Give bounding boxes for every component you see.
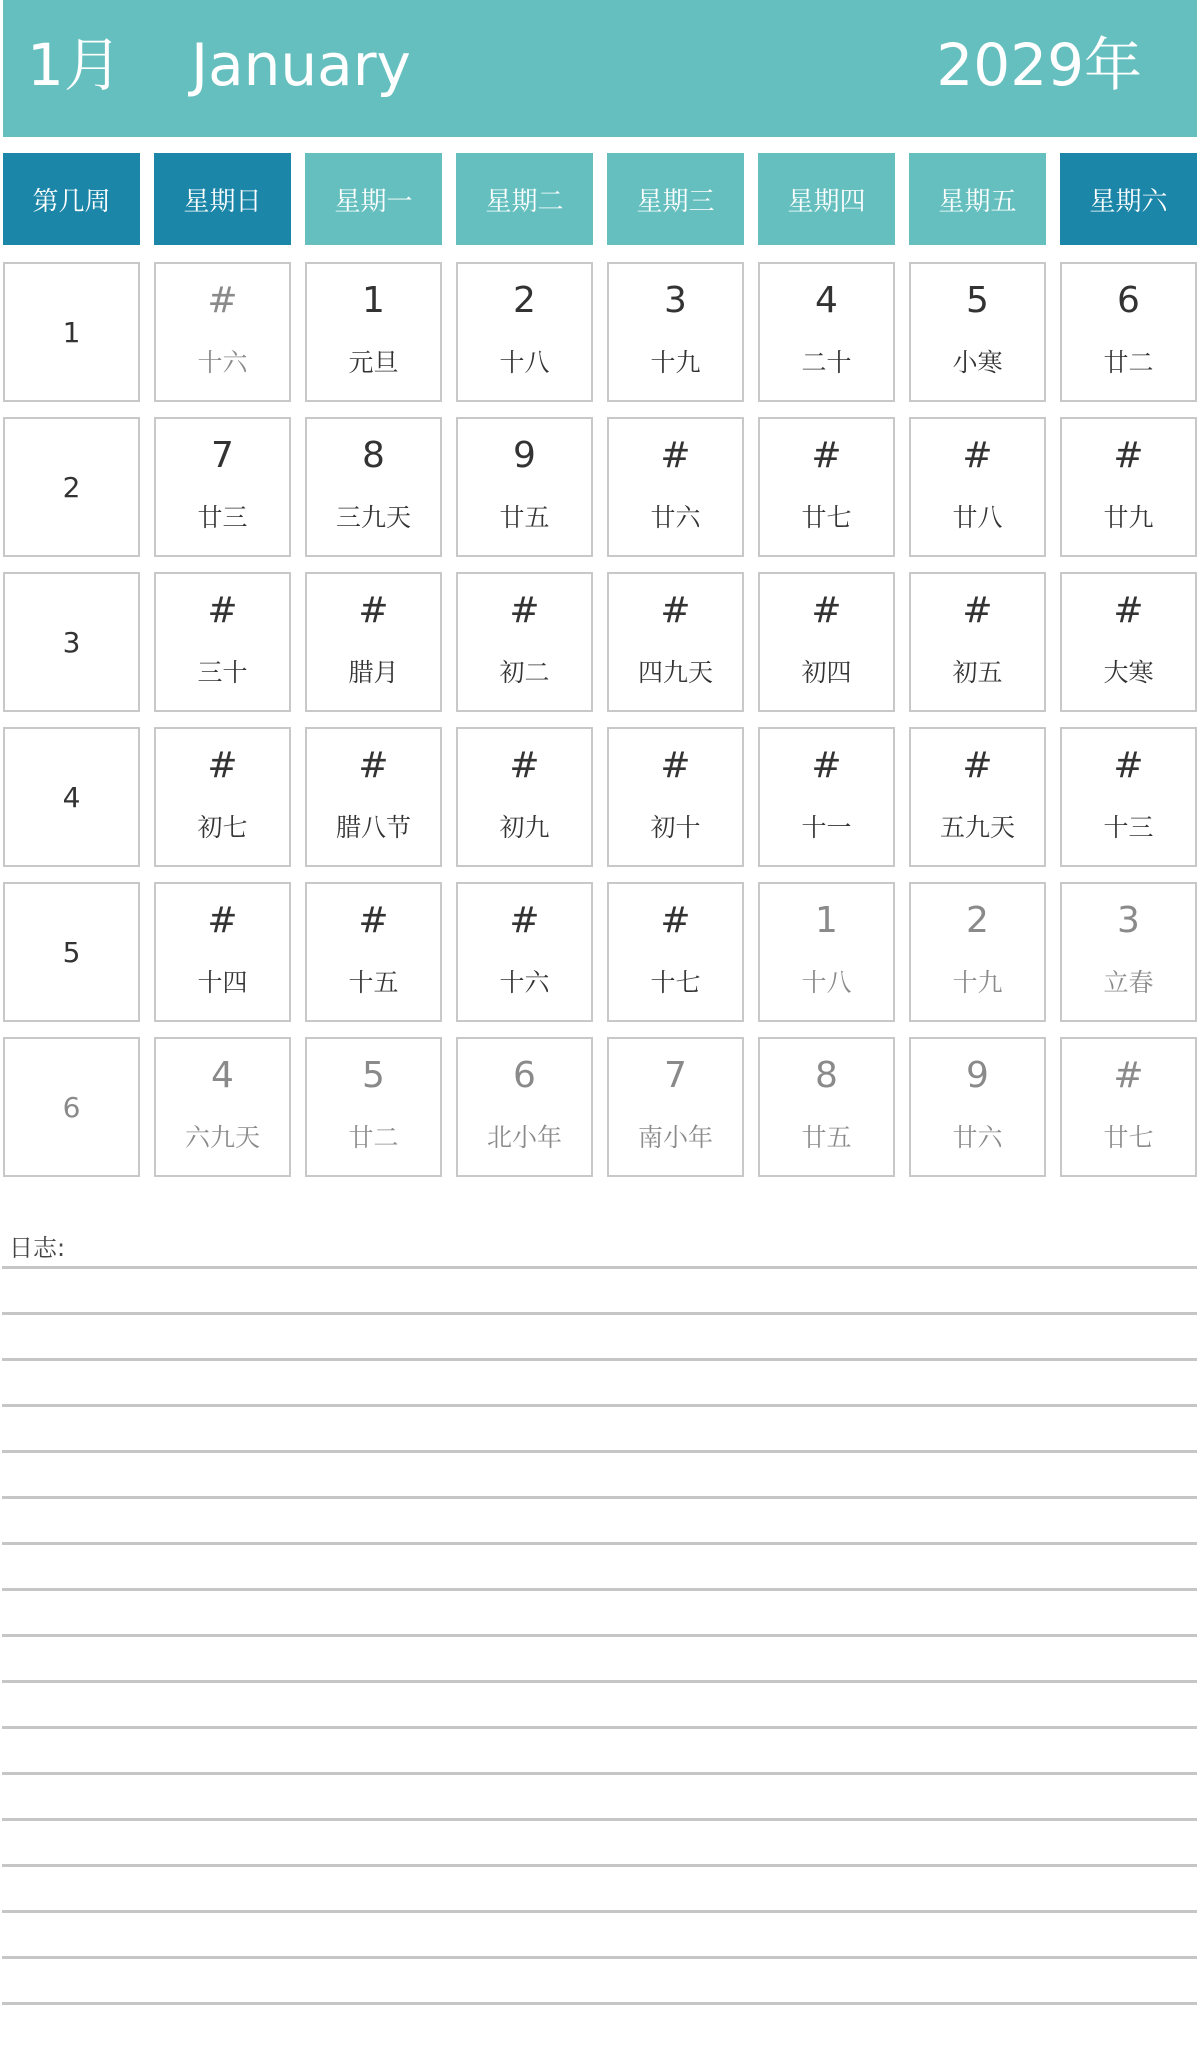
log-line: [2, 1772, 1197, 1775]
lunar-date: 十九: [650, 348, 701, 377]
lunar-date: 十五: [348, 968, 399, 997]
day-cell[interactable]: [305, 262, 442, 402]
day-cell[interactable]: [305, 1037, 442, 1177]
day-cell[interactable]: [1060, 727, 1197, 867]
day-number: #: [660, 590, 691, 631]
day-cell[interactable]: [154, 1037, 291, 1177]
day-cell[interactable]: [758, 262, 895, 402]
lunar-date: 廿三: [197, 503, 248, 532]
day-number: 1: [362, 280, 385, 321]
day-cell[interactable]: [607, 727, 744, 867]
lunar-date: 十八: [801, 968, 852, 997]
week-number-cell: 4: [3, 727, 140, 867]
lunar-date: 十九: [952, 968, 1003, 997]
day-number: 6: [513, 1055, 536, 1096]
day-number: #: [509, 590, 540, 631]
lunar-date: 廿五: [499, 503, 550, 532]
day-cell[interactable]: [607, 417, 744, 557]
weekday-header: 星期四: [758, 153, 895, 245]
day-number: #: [509, 745, 540, 786]
day-number: 8: [362, 435, 385, 476]
day-number: #: [962, 435, 993, 476]
log-line: [2, 1450, 1197, 1453]
weekday-header: 星期三: [607, 153, 744, 245]
day-cell[interactable]: [758, 572, 895, 712]
log-line: [2, 1910, 1197, 1913]
log-line: [2, 1726, 1197, 1729]
lunar-date: 五九天: [939, 813, 1015, 842]
day-cell[interactable]: [456, 417, 593, 557]
week-number-header: 第几周: [3, 153, 140, 245]
day-cell[interactable]: [456, 882, 593, 1022]
day-cell[interactable]: [607, 882, 744, 1022]
day-number: 2: [513, 280, 536, 321]
lunar-date: 初二: [499, 658, 550, 687]
day-cell[interactable]: [456, 572, 593, 712]
lunar-date: 腊月: [348, 658, 399, 687]
log-line: [2, 1266, 1197, 1269]
day-number: #: [660, 900, 691, 941]
lunar-date: 十七: [650, 968, 701, 997]
day-number: 5: [966, 280, 989, 321]
day-number: #: [1113, 435, 1144, 476]
lunar-date: 十八: [499, 348, 550, 377]
lunar-date: 廿六: [650, 503, 701, 532]
day-cell[interactable]: [154, 262, 291, 402]
lunar-date: 廿八: [952, 503, 1003, 532]
day-cell[interactable]: [456, 1037, 593, 1177]
week-number-cell: 6: [3, 1037, 140, 1177]
lunar-date: 廿七: [801, 503, 852, 532]
day-cell[interactable]: [758, 417, 895, 557]
week-number-cell: 1: [3, 262, 140, 402]
day-number: 5: [362, 1055, 385, 1096]
day-number: #: [509, 900, 540, 941]
weekday-header: 星期一: [305, 153, 442, 245]
lunar-date: 立春: [1103, 968, 1154, 997]
day-number: #: [811, 590, 842, 631]
day-number: #: [811, 745, 842, 786]
day-number: #: [358, 900, 389, 941]
day-number: 3: [664, 280, 687, 321]
lunar-date: 初十: [650, 813, 701, 842]
day-cell[interactable]: [154, 417, 291, 557]
log-line: [2, 2002, 1197, 2005]
lunar-date: 初五: [952, 658, 1003, 687]
lunar-date: 廿二: [1103, 348, 1154, 377]
day-number: 8: [815, 1055, 838, 1096]
day-number: #: [811, 435, 842, 476]
day-cell[interactable]: [758, 882, 895, 1022]
day-cell[interactable]: [1060, 1037, 1197, 1177]
year-label: 2029年: [936, 31, 1142, 99]
lunar-date: 六九天: [184, 1123, 260, 1152]
lunar-date: 十三: [1103, 813, 1154, 842]
log-line: [2, 1588, 1197, 1591]
day-cell[interactable]: [1060, 262, 1197, 402]
lunar-date: 初九: [499, 813, 550, 842]
lunar-date: 十六: [197, 348, 248, 377]
day-cell[interactable]: [305, 572, 442, 712]
day-number: #: [1113, 745, 1144, 786]
day-cell[interactable]: [154, 572, 291, 712]
day-cell[interactable]: [909, 417, 1046, 557]
day-number: #: [358, 745, 389, 786]
lunar-date: 三九天: [335, 503, 411, 532]
week-number-cell: 5: [3, 882, 140, 1022]
lunar-date: 十六: [499, 968, 550, 997]
day-number: #: [1113, 1055, 1144, 1096]
day-cell[interactable]: [154, 882, 291, 1022]
day-number: #: [962, 745, 993, 786]
day-cell[interactable]: [607, 572, 744, 712]
calendar-header: [3, 0, 1197, 137]
day-number: 4: [211, 1055, 234, 1096]
day-cell[interactable]: [909, 572, 1046, 712]
lunar-date: 初七: [197, 813, 248, 842]
log-line: [2, 1680, 1197, 1683]
day-cell[interactable]: [909, 727, 1046, 867]
day-number: 2: [966, 900, 989, 941]
day-cell[interactable]: [1060, 417, 1197, 557]
day-number: #: [660, 745, 691, 786]
log-line: [2, 1404, 1197, 1407]
log-line: [2, 1956, 1197, 1959]
day-cell[interactable]: [1060, 882, 1197, 1022]
day-cell[interactable]: [154, 727, 291, 867]
day-cell[interactable]: [305, 882, 442, 1022]
lunar-date: 二十: [801, 348, 852, 377]
log-line: [2, 1496, 1197, 1499]
weekday-header: 星期六: [1060, 153, 1197, 245]
day-cell[interactable]: [909, 262, 1046, 402]
day-cell[interactable]: [758, 727, 895, 867]
day-cell[interactable]: [305, 417, 442, 557]
day-cell[interactable]: [607, 1037, 744, 1177]
lunar-date: 十一: [801, 813, 852, 842]
week-number-cell: 3: [3, 572, 140, 712]
week-number-cell: 2: [3, 417, 140, 557]
day-cell[interactable]: [456, 727, 593, 867]
lunar-date: 三十: [197, 658, 248, 687]
lunar-date: 初四: [801, 658, 852, 687]
day-number: #: [358, 590, 389, 631]
weekday-header: 星期二: [456, 153, 593, 245]
day-cell[interactable]: [305, 727, 442, 867]
log-line: [2, 1634, 1197, 1637]
lunar-date: 廿六: [952, 1123, 1003, 1152]
day-cell[interactable]: [909, 1037, 1046, 1177]
month-number: 1月: [27, 31, 122, 99]
day-cell[interactable]: [456, 262, 593, 402]
day-number: 9: [966, 1055, 989, 1096]
lunar-date: 廿九: [1103, 503, 1154, 532]
day-number: 9: [513, 435, 536, 476]
day-cell[interactable]: [1060, 572, 1197, 712]
day-number: #: [207, 590, 238, 631]
lunar-date: 四九天: [637, 658, 713, 687]
day-number: #: [660, 435, 691, 476]
day-number: #: [207, 900, 238, 941]
day-cell[interactable]: [607, 262, 744, 402]
day-number: 7: [664, 1055, 687, 1096]
day-cell[interactable]: [909, 882, 1046, 1022]
day-number: 1: [815, 900, 838, 941]
lunar-date: 廿五: [801, 1123, 852, 1152]
lunar-date: 南小年: [637, 1123, 713, 1152]
log-line: [2, 1818, 1197, 1821]
day-number: 3: [1117, 900, 1140, 941]
log-line: [2, 1358, 1197, 1361]
lunar-date: 大寒: [1103, 658, 1154, 687]
log-label: 日志:: [9, 1234, 66, 1262]
log-line: [2, 1312, 1197, 1315]
lunar-date: 廿二: [348, 1123, 399, 1152]
lunar-date: 北小年: [486, 1123, 562, 1152]
lunar-date: 小寒: [952, 348, 1003, 377]
lunar-date: 腊八节: [335, 813, 411, 842]
weekday-header: 星期五: [909, 153, 1046, 245]
lunar-date: 十四: [197, 968, 248, 997]
day-number: 4: [815, 280, 838, 321]
weekday-header: 星期日: [154, 153, 291, 245]
month-english: January: [191, 31, 411, 99]
lunar-date: 廿七: [1103, 1123, 1154, 1152]
day-number: 7: [211, 435, 234, 476]
lunar-date: 元旦: [348, 348, 399, 377]
day-number: #: [207, 280, 238, 321]
day-number: 6: [1117, 280, 1140, 321]
log-line: [2, 1542, 1197, 1545]
day-cell[interactable]: [758, 1037, 895, 1177]
day-number: #: [207, 745, 238, 786]
log-line: [2, 1864, 1197, 1867]
day-number: #: [962, 590, 993, 631]
day-number: #: [1113, 590, 1144, 631]
